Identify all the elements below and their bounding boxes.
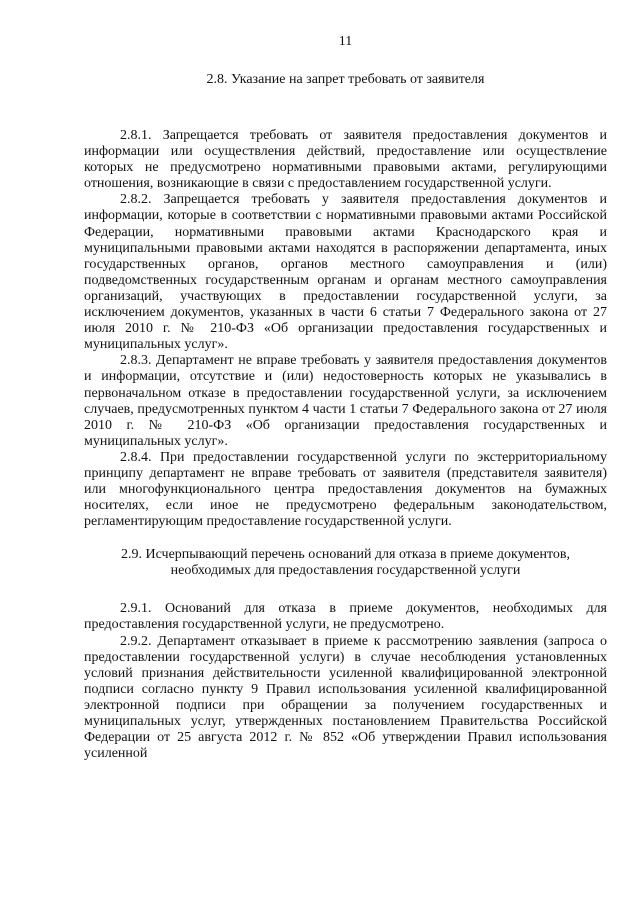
paragraph-2-9-2: 2.9.2. Департамент отказывает в приеме к рассмотрению заявления (запроса о предоставлении государственной услуги) в случае несоблюдения установленных условий признания действительности усиленной квалифицированной электронной подписи согласно пункту 9 Правил использования усиленной квалифицированной электронной подписи при обращении за получением государственных и муниципальных услуг, утвержденных постановлением Правительства Российской Федерации от 25 августа 2012 г. № 852 «Об утверждении Правил использования усиленной bbox=[84, 633, 607, 762]
paragraph-2-8-2: 2.8.2. Запрещается требовать у заявителя предоставления документов и информации, которые в соответствии с нормативными правовыми актами Российской Федерации, нормативными правовыми актами Краснодарского края и муниципальными правовыми актами находятся в распоряжении департамента, иных государственных органов, органов местного самоуправления и (или) подведомственных государственным органам и органам местного самоуправления организаций, участвующих в предоставлении государственной услуги, за исключением документов, указанных в части 6 статьи 7 Федерального закона от 27 июля 2010 г. № 210-ФЗ «Об организации предоставления государственных и муниципальных услуг». bbox=[84, 192, 607, 353]
paragraph-2-8-3: 2.8.3. Департамент не вправе требовать у заявителя предоставления документов и информации, отсутствие и (или) недостоверность которых не указывались в первоначальном отказе в предоставлении государственной услуги, за исключением случаев, предусмотренных пунктом 4 части 1 статьи 7 Федерального закона от 27 июля 2010 г. № 210-ФЗ «Об организации предоставления государственных и муниципальных услуг». bbox=[84, 353, 607, 449]
paragraph-2-8-1: 2.8.1. Запрещается требовать от заявителя предоставления документов и информации или осуществления действий, предоставление или осуществление которых не предусмотрено нормативными правовыми актами, регулирующими отношения, возникающие в связи с предоставлением государственной услуги. bbox=[84, 128, 607, 192]
paragraph-2-9-1: 2.9.1. Оснований для отказа в приеме документов, необходимых для предоставления государственной услуги, не предусмотрено. bbox=[84, 601, 607, 633]
section-2-9-heading bbox=[84, 547, 607, 579]
page-number: 11 bbox=[338, 34, 353, 49]
section-2-8-heading: 2.8. Указание на запрет требовать от заявителя bbox=[206, 72, 485, 87]
section-2-9-heading-line-2: необходимых для предоставления государственной услуги bbox=[170, 563, 521, 579]
paragraph-2-8-4: 2.8.4. При предоставлении государственной услуги по экстерриториальному принципу департамент не вправе требовать от заявителя (представителя заявителя) или многофункционального центра предоставления документов на бумажных носителях, если иное не предусмотрено федеральным законодательством, регламентирующим предоставление государственной услуги. bbox=[84, 449, 607, 530]
section-2-9-heading-line-1: 2.9. Исчерпывающий перечень оснований для отказа в приеме документов, bbox=[121, 547, 570, 563]
